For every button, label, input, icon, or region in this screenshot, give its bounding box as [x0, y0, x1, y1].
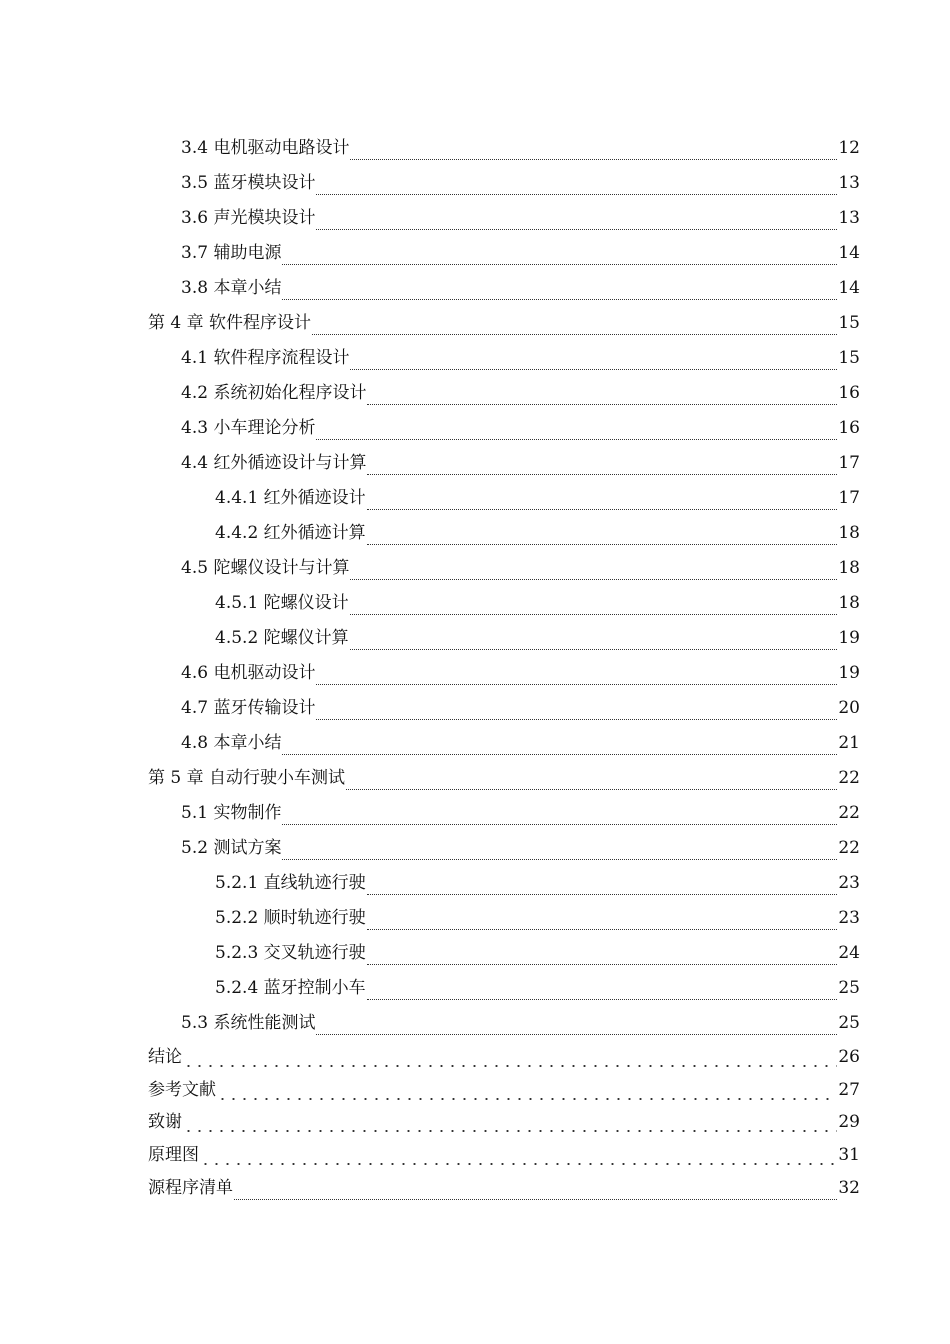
toc-entry[interactable] — [0, 481, 950, 516]
dot-leader — [367, 953, 837, 965]
toc-entry[interactable] — [0, 831, 950, 866]
toc-entry-page-number: 27 — [838, 1079, 860, 1100]
toc-entry-page-number: 18 — [838, 523, 860, 543]
dot-leader — [282, 848, 837, 860]
toc-entry[interactable] — [0, 166, 950, 201]
dot-leader — [350, 148, 837, 160]
dot-leader — [350, 603, 837, 615]
toc-entry-title: 参考文献 — [148, 1079, 216, 1100]
toc-entry-title: 4.2 系统初始化程序设计 — [181, 383, 367, 403]
toc-entry-title: 4.1 软件程序流程设计 — [181, 348, 350, 368]
toc-entry-title: 5.1 实物制作 — [181, 803, 282, 823]
dot-leader — [234, 1188, 837, 1200]
toc-entry-page-number: 18 — [838, 558, 860, 578]
toc-entry[interactable] — [0, 201, 950, 236]
toc-entry-title: 4.4 红外循迹设计与计算 — [181, 453, 367, 473]
toc-entry-page-number: 29 — [838, 1112, 860, 1133]
dot-leader — [350, 358, 837, 370]
toc-entry-title: 4.6 电机驱动设计 — [181, 663, 316, 683]
toc-entry[interactable] — [0, 306, 950, 341]
toc-entry-page-number: 31 — [838, 1144, 860, 1165]
dot-leader — [350, 568, 837, 580]
dot-leader — [367, 533, 837, 545]
toc-entry[interactable] — [0, 936, 950, 971]
toc-entry[interactable] — [0, 446, 950, 481]
table-of-contents — [0, 131, 950, 1206]
dot-leader — [312, 323, 837, 335]
toc-entry[interactable] — [0, 131, 950, 166]
dot-leader — [200, 1154, 837, 1166]
toc-entry-page-number: 19 — [838, 628, 860, 648]
dot-leader — [367, 498, 837, 510]
toc-entry-title: 5.2.1 直线轨迹行驶 — [215, 873, 366, 893]
dot-leader — [367, 463, 837, 475]
toc-entry[interactable] — [0, 656, 950, 691]
dot-leader — [316, 428, 837, 440]
toc-entry[interactable] — [0, 1139, 950, 1172]
dot-leader — [183, 1056, 837, 1068]
toc-entry[interactable] — [0, 271, 950, 306]
toc-entry-page-number: 19 — [838, 663, 860, 683]
toc-entry-title: 5.2.4 蓝牙控制小车 — [215, 978, 366, 998]
dot-leader — [367, 393, 837, 405]
dot-leader — [316, 218, 837, 230]
toc-entry-page-number: 15 — [838, 348, 860, 368]
toc-entry-page-number: 17 — [838, 453, 860, 473]
dot-leader — [367, 918, 837, 930]
toc-entry-page-number: 23 — [838, 908, 860, 928]
dot-leader — [367, 988, 837, 1000]
toc-entry-page-number: 18 — [838, 593, 860, 613]
dot-leader — [316, 1023, 837, 1035]
toc-entry-page-number: 32 — [838, 1178, 860, 1199]
toc-entry[interactable] — [0, 901, 950, 936]
toc-entry-title: 致谢 — [148, 1112, 182, 1133]
toc-entry-title: 4.5.1 陀螺仪设计 — [215, 593, 349, 613]
toc-entry-page-number: 23 — [838, 873, 860, 893]
toc-entry[interactable] — [0, 971, 950, 1006]
toc-entry[interactable] — [0, 1106, 950, 1139]
toc-entry[interactable] — [0, 1171, 950, 1206]
toc-entry-title: 4.5 陀螺仪设计与计算 — [181, 558, 350, 578]
dot-leader — [350, 638, 837, 650]
dot-leader — [316, 708, 837, 720]
dot-leader — [282, 813, 837, 825]
toc-entry[interactable] — [0, 1041, 950, 1074]
toc-entry-title: 4.4.2 红外循迹计算 — [215, 523, 366, 543]
dot-leader — [316, 183, 837, 195]
dot-leader — [282, 288, 837, 300]
toc-entry-page-number: 14 — [838, 278, 860, 298]
toc-entry-page-number: 14 — [838, 243, 860, 263]
toc-entry[interactable] — [0, 411, 950, 446]
toc-entry-page-number: 16 — [838, 418, 860, 438]
dot-leader — [346, 778, 837, 790]
toc-entry-page-number: 24 — [838, 943, 860, 963]
toc-entry-title: 5.2 测试方案 — [181, 838, 282, 858]
toc-entry[interactable] — [0, 726, 950, 761]
toc-entry[interactable] — [0, 621, 950, 656]
toc-entry-title: 结论 — [148, 1047, 182, 1067]
toc-entry[interactable] — [0, 796, 950, 831]
toc-entry-title: 4.3 小车理论分析 — [181, 418, 316, 438]
toc-entry-title: 4.8 本章小结 — [181, 733, 282, 753]
toc-entry[interactable] — [0, 341, 950, 376]
toc-entry-page-number: 22 — [838, 838, 860, 858]
toc-entry-title: 4.5.2 陀螺仪计算 — [215, 628, 349, 648]
toc-entry[interactable] — [0, 236, 950, 271]
toc-entry[interactable] — [0, 586, 950, 621]
toc-entry-title: 5.2.3 交叉轨迹行驶 — [215, 943, 366, 963]
toc-entry-page-number: 13 — [838, 173, 860, 193]
toc-entry-title: 原理图 — [148, 1144, 199, 1165]
toc-entry-page-number: 12 — [838, 138, 860, 158]
toc-entry-title: 3.7 辅助电源 — [181, 243, 282, 263]
dot-leader — [217, 1089, 837, 1101]
toc-entry-title: 4.7 蓝牙传输设计 — [181, 698, 316, 718]
toc-entry[interactable] — [0, 866, 950, 901]
toc-entry-page-number: 20 — [838, 698, 860, 718]
dot-leader — [367, 883, 837, 895]
toc-entry-title: 3.4 电机驱动电路设计 — [181, 138, 350, 158]
toc-entry[interactable] — [0, 376, 950, 411]
dot-leader — [282, 743, 837, 755]
toc-entry-page-number: 13 — [838, 208, 860, 228]
toc-entry-page-number: 22 — [838, 768, 860, 788]
dot-leader — [316, 673, 837, 685]
toc-entry-title: 3.6 声光模块设计 — [181, 208, 316, 228]
toc-entry-page-number: 21 — [838, 733, 860, 753]
toc-entry-title: 5.3 系统性能测试 — [181, 1013, 316, 1033]
toc-entry-title: 3.5 蓝牙模块设计 — [181, 173, 316, 193]
toc-entry-page-number: 25 — [838, 978, 860, 998]
toc-entry-title: 源程序清单 — [148, 1178, 233, 1199]
dot-leader — [282, 253, 837, 265]
toc-entry-page-number: 22 — [838, 803, 860, 823]
toc-entry-title: 第 4 章 软件程序设计 — [148, 313, 312, 333]
toc-entry-page-number: 16 — [838, 383, 860, 403]
toc-entry-title: 5.2.2 顺时轨迹行驶 — [215, 908, 366, 928]
toc-entry[interactable] — [0, 551, 950, 586]
toc-entry[interactable] — [0, 1074, 950, 1107]
toc-entry-title: 第 5 章 自动行驶小车测试 — [148, 768, 346, 788]
toc-entry-title: 3.8 本章小结 — [181, 278, 282, 298]
toc-entry-title: 4.4.1 红外循迹设计 — [215, 488, 366, 508]
toc-entry-page-number: 17 — [838, 488, 860, 508]
toc-entry-page-number: 26 — [838, 1047, 860, 1067]
toc-entry[interactable] — [0, 516, 950, 551]
toc-entry-page-number: 25 — [838, 1013, 860, 1033]
toc-entry[interactable] — [0, 761, 950, 796]
toc-entry-page-number: 15 — [838, 313, 860, 333]
dot-leader — [183, 1121, 837, 1133]
toc-entry[interactable] — [0, 691, 950, 726]
toc-entry[interactable] — [0, 1006, 950, 1041]
